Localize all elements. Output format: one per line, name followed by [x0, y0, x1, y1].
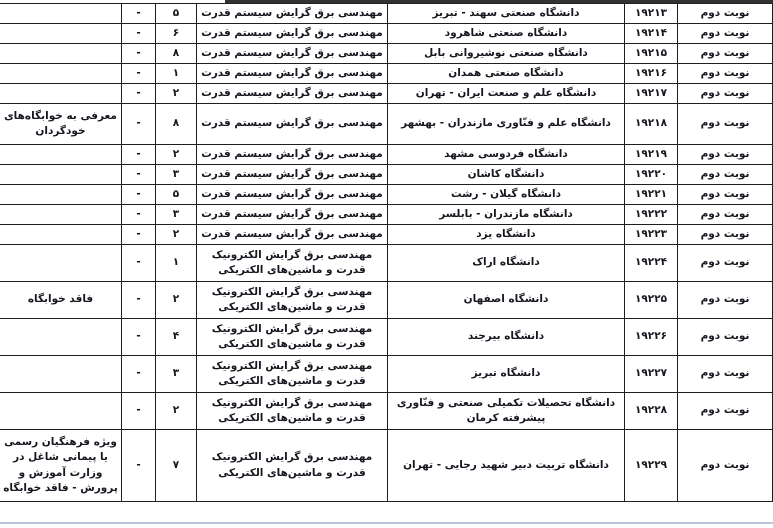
dash-cell: - [122, 225, 156, 245]
capacity-cell: ۲ [156, 225, 197, 245]
university-cell: دانشگاه تحصیلات تکمیلی صنعتی و فنّاوری پیشرفته کرمان [388, 393, 625, 430]
program-code-cell: ۱۹۲۲۲ [625, 205, 678, 225]
program-code-cell: ۱۹۲۲۰ [625, 165, 678, 185]
capacity-cell: ۷ [156, 430, 197, 502]
major-cell: مهندسی برق گرایش سیستم قدرت [197, 44, 388, 64]
capacity-cell: ۱ [156, 245, 197, 282]
major-cell: مهندسی برق گرایش سیستم قدرت [197, 225, 388, 245]
university-cell: دانشگاه اصفهان [388, 282, 625, 319]
table-row [0, 165, 773, 185]
program-code-cell: ۱۹۲۱۴ [625, 24, 678, 44]
note-cell [0, 4, 122, 24]
note-cell [0, 145, 122, 165]
dash-cell: - [122, 430, 156, 502]
admission-type-cell: نوبت دوم [678, 393, 773, 430]
table-row [0, 4, 773, 24]
program-code-cell: ۱۹۲۲۷ [625, 356, 678, 393]
note-cell [0, 205, 122, 225]
dash-cell: - [122, 64, 156, 84]
program-code-cell: ۱۹۲۲۹ [625, 430, 678, 502]
capacity-cell: ۸ [156, 44, 197, 64]
table-row [0, 205, 773, 225]
admission-type-cell: نوبت دوم [678, 430, 773, 502]
major-cell: مهندسی برق گرایش الکترونیک قدرت و ماشین‌های الکتریکی [197, 393, 388, 430]
table-row [0, 319, 773, 356]
capacity-cell: ۲ [156, 282, 197, 319]
major-cell: مهندسی برق گرایش سیستم قدرت [197, 104, 388, 145]
page-divider-line [0, 522, 773, 524]
dash-cell: - [122, 4, 156, 24]
capacity-cell: ۶ [156, 24, 197, 44]
university-cell: دانشگاه کاشان [388, 165, 625, 185]
major-cell: مهندسی برق گرایش سیستم قدرت [197, 4, 388, 24]
capacity-cell: ۳ [156, 165, 197, 185]
note-cell [0, 245, 122, 282]
table-row [0, 84, 773, 104]
admission-type-cell: نوبت دوم [678, 165, 773, 185]
table-row [0, 44, 773, 64]
table-row [0, 24, 773, 44]
program-code-cell: ۱۹۲۱۳ [625, 4, 678, 24]
university-cell: دانشگاه فردوسی مشهد [388, 145, 625, 165]
admission-type-cell: نوبت دوم [678, 245, 773, 282]
dash-cell: - [122, 393, 156, 430]
major-cell: مهندسی برق گرایش الکترونیک قدرت و ماشین‌های الکتریکی [197, 282, 388, 319]
major-cell: مهندسی برق گرایش الکترونیک قدرت و ماشین‌های الکتریکی [197, 319, 388, 356]
capacity-cell: ۴ [156, 319, 197, 356]
capacity-cell: ۵ [156, 185, 197, 205]
table-row [0, 64, 773, 84]
major-cell: مهندسی برق گرایش سیستم قدرت [197, 185, 388, 205]
dash-cell: - [122, 185, 156, 205]
program-code-cell: ۱۹۲۲۴ [625, 245, 678, 282]
admission-type-cell: نوبت دوم [678, 24, 773, 44]
dash-cell: - [122, 104, 156, 145]
admission-type-cell: نوبت دوم [678, 104, 773, 145]
dash-cell: - [122, 84, 156, 104]
note-cell [0, 44, 122, 64]
university-cell: دانشگاه صنعتی همدان [388, 64, 625, 84]
dash-cell: - [122, 205, 156, 225]
note-cell: معرفی به خوابگاه‌های خودگردان [0, 104, 122, 145]
university-cell: دانشگاه یزد [388, 225, 625, 245]
capacity-cell: ۲ [156, 393, 197, 430]
university-cell: دانشگاه علم و فنّاوری مازندران - بهشهر [388, 104, 625, 145]
program-code-cell: ۱۹۲۱۹ [625, 145, 678, 165]
table-row [0, 356, 773, 393]
program-code-cell: ۱۹۲۲۳ [625, 225, 678, 245]
dash-cell: - [122, 145, 156, 165]
note-cell [0, 225, 122, 245]
table-row [0, 393, 773, 430]
capacity-cell: ۲ [156, 84, 197, 104]
program-code-cell: ۱۹۲۲۵ [625, 282, 678, 319]
capacity-cell: ۱ [156, 64, 197, 84]
table-row [0, 185, 773, 205]
note-cell [0, 319, 122, 356]
table-row [0, 225, 773, 245]
capacity-cell: ۳ [156, 356, 197, 393]
table-row [0, 430, 773, 502]
admission-type-cell: نوبت دوم [678, 64, 773, 84]
note-cell: فاقد خوابگاه [0, 282, 122, 319]
university-cell: دانشگاه علم و صنعت ایران - تهران [388, 84, 625, 104]
note-cell [0, 64, 122, 84]
university-cell: دانشگاه اراک [388, 245, 625, 282]
dash-cell: - [122, 245, 156, 282]
university-cell: دانشگاه تربیت دبیر شهید رجایی - تهران [388, 430, 625, 502]
program-code-cell: ۱۹۲۱۵ [625, 44, 678, 64]
admission-type-cell: نوبت دوم [678, 145, 773, 165]
admission-type-cell: نوبت دوم [678, 4, 773, 24]
capacity-cell: ۳ [156, 205, 197, 225]
major-cell: مهندسی برق گرایش الکترونیک قدرت و ماشین‌های الکتریکی [197, 356, 388, 393]
admission-type-cell: نوبت دوم [678, 84, 773, 104]
university-cell: دانشگاه گیلان - رشت [388, 185, 625, 205]
admission-type-cell: نوبت دوم [678, 44, 773, 64]
major-cell: مهندسی برق گرایش الکترونیک قدرت و ماشین‌های الکتریکی [197, 430, 388, 502]
admission-type-cell: نوبت دوم [678, 225, 773, 245]
capacity-cell: ۸ [156, 104, 197, 145]
dash-cell: - [122, 356, 156, 393]
dash-cell: - [122, 319, 156, 356]
table-row [0, 104, 773, 145]
dash-cell: - [122, 282, 156, 319]
admission-table [0, 3, 773, 502]
major-cell: مهندسی برق گرایش الکترونیک قدرت و ماشین‌های الکتریکی [197, 245, 388, 282]
program-code-cell: ۱۹۲۲۸ [625, 393, 678, 430]
university-cell: دانشگاه صنعتی شاهرود [388, 24, 625, 44]
major-cell: مهندسی برق گرایش سیستم قدرت [197, 205, 388, 225]
note-cell [0, 24, 122, 44]
university-cell: دانشگاه صنعتی سهند - تبریز [388, 4, 625, 24]
table-row [0, 245, 773, 282]
admission-type-cell: نوبت دوم [678, 205, 773, 225]
program-code-cell: ۱۹۲۲۶ [625, 319, 678, 356]
admission-type-cell: نوبت دوم [678, 319, 773, 356]
note-cell [0, 393, 122, 430]
admission-type-cell: نوبت دوم [678, 356, 773, 393]
capacity-cell: ۲ [156, 145, 197, 165]
note-cell [0, 165, 122, 185]
program-code-cell: ۱۹۲۱۶ [625, 64, 678, 84]
major-cell: مهندسی برق گرایش سیستم قدرت [197, 64, 388, 84]
major-cell: مهندسی برق گرایش سیستم قدرت [197, 24, 388, 44]
university-cell: دانشگاه مازندران - بابلسر [388, 205, 625, 225]
note-cell: ویژه فرهنگیان رسمی یا پیمانی شاغل در وزارت آموزش و پرورش - فاقد خوابگاه [0, 430, 122, 502]
program-code-cell: ۱۹۲۱۷ [625, 84, 678, 104]
table-row [0, 282, 773, 319]
major-cell: مهندسی برق گرایش سیستم قدرت [197, 145, 388, 165]
university-cell: دانشگاه تبریز [388, 356, 625, 393]
dash-cell: - [122, 165, 156, 185]
major-cell: مهندسی برق گرایش سیستم قدرت [197, 165, 388, 185]
program-code-cell: ۱۹۲۱۸ [625, 104, 678, 145]
note-cell [0, 185, 122, 205]
dash-cell: - [122, 44, 156, 64]
table-row [0, 145, 773, 165]
dash-cell: - [122, 24, 156, 44]
capacity-cell: ۵ [156, 4, 197, 24]
admission-type-cell: نوبت دوم [678, 282, 773, 319]
major-cell: مهندسی برق گرایش سیستم قدرت [197, 84, 388, 104]
university-cell: دانشگاه صنعتی نوشیروانی بابل [388, 44, 625, 64]
admission-type-cell: نوبت دوم [678, 185, 773, 205]
program-code-cell: ۱۹۲۲۱ [625, 185, 678, 205]
note-cell [0, 84, 122, 104]
university-cell: دانشگاه بیرجند [388, 319, 625, 356]
admission-table-body [0, 4, 773, 502]
note-cell [0, 356, 122, 393]
